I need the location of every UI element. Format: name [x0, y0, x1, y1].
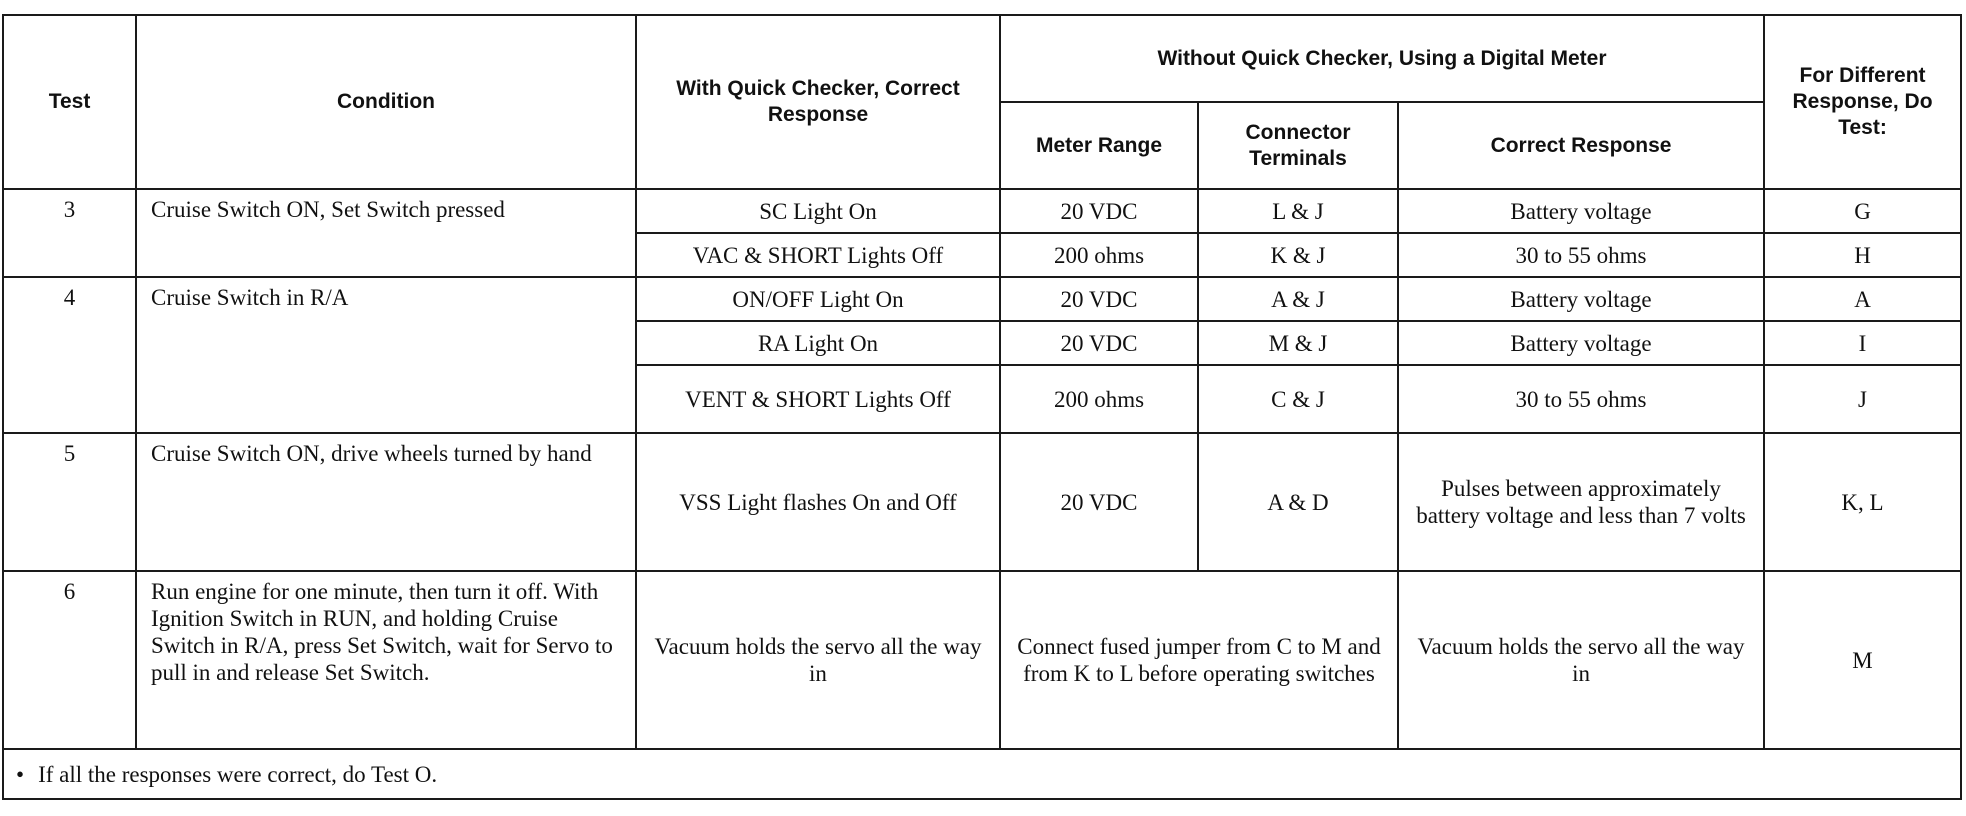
do-test: M [1764, 571, 1961, 749]
quick-checker-response: VENT & SHORT Lights Off [636, 365, 1000, 433]
header-correct-response: Correct Response [1398, 102, 1764, 189]
connector-terminals: L & J [1198, 189, 1398, 233]
correct-response: Pulses between approximately battery voltage and less than 7 volts [1398, 433, 1764, 571]
footer-note [3, 749, 1961, 799]
do-test: G [1764, 189, 1961, 233]
correct-response: Battery voltage [1398, 277, 1764, 321]
header-with-quick-checker: With Quick Checker, Correct Response [636, 15, 1000, 189]
header-meter-range: Meter Range [1000, 102, 1198, 189]
diagnostic-test-table [2, 14, 1962, 800]
connector-terminals: A & D [1198, 433, 1398, 571]
test-number: 4 [3, 277, 136, 433]
footer-note-text: If all the responses were correct, do Test O. [38, 761, 438, 787]
header-test: Test [3, 15, 136, 189]
test-number: 3 [3, 189, 136, 277]
meter-range: 200 ohms [1000, 365, 1198, 433]
header-for-different-response: For Different Response, Do Test: [1764, 15, 1961, 189]
correct-response: Battery voltage [1398, 189, 1764, 233]
correct-response: 30 to 55 ohms [1398, 233, 1764, 277]
connector-terminals: M & J [1198, 321, 1398, 365]
test-condition: Run engine for one minute, then turn it off. With Ignition Switch in RUN, and holding Cruise Switch in R/A, press Set Switch, wait for Servo to pull in and release Set Switch. [136, 571, 636, 749]
quick-checker-response: VAC & SHORT Lights Off [636, 233, 1000, 277]
connector-terminals: C & J [1198, 365, 1398, 433]
footer-note-row [3, 749, 1961, 799]
connector-terminals: K & J [1198, 233, 1398, 277]
meter-instruction: Connect fused jumper from C to M and from K to L before operating switches [1000, 571, 1398, 749]
meter-range: 200 ohms [1000, 233, 1198, 277]
test-condition: Cruise Switch ON, drive wheels turned by hand [136, 433, 636, 571]
connector-terminals: A & J [1198, 277, 1398, 321]
test-condition: Cruise Switch in R/A [136, 277, 636, 433]
do-test: J [1764, 365, 1961, 433]
correct-response: 30 to 55 ohms [1398, 365, 1764, 433]
do-test: I [1764, 321, 1961, 365]
table-row [3, 571, 1961, 749]
table-row [3, 277, 1961, 321]
quick-checker-response: VSS Light flashes On and Off [636, 433, 1000, 571]
meter-range: 20 VDC [1000, 189, 1198, 233]
do-test: K, L [1764, 433, 1961, 571]
test-condition: Cruise Switch ON, Set Switch pressed [136, 189, 636, 277]
quick-checker-response: ON/OFF Light On [636, 277, 1000, 321]
meter-range: 20 VDC [1000, 277, 1198, 321]
meter-range: 20 VDC [1000, 321, 1198, 365]
table-row [3, 433, 1961, 571]
quick-checker-response: RA Light On [636, 321, 1000, 365]
quick-checker-response: Vacuum holds the servo all the way in [636, 571, 1000, 749]
test-number: 5 [3, 433, 136, 571]
correct-response: Battery voltage [1398, 321, 1764, 365]
header-condition: Condition [136, 15, 636, 189]
header-without-quick-checker: Without Quick Checker, Using a Digital Meter [1000, 15, 1764, 102]
test-number: 6 [3, 571, 136, 749]
do-test: A [1764, 277, 1961, 321]
correct-response: Vacuum holds the servo all the way in [1398, 571, 1764, 749]
do-test: H [1764, 233, 1961, 277]
table-row [3, 189, 1961, 233]
quick-checker-response: SC Light On [636, 189, 1000, 233]
meter-range: 20 VDC [1000, 433, 1198, 571]
bullet-mark: • [16, 761, 25, 787]
header-connector-terminals: Connector Terminals [1198, 102, 1398, 189]
